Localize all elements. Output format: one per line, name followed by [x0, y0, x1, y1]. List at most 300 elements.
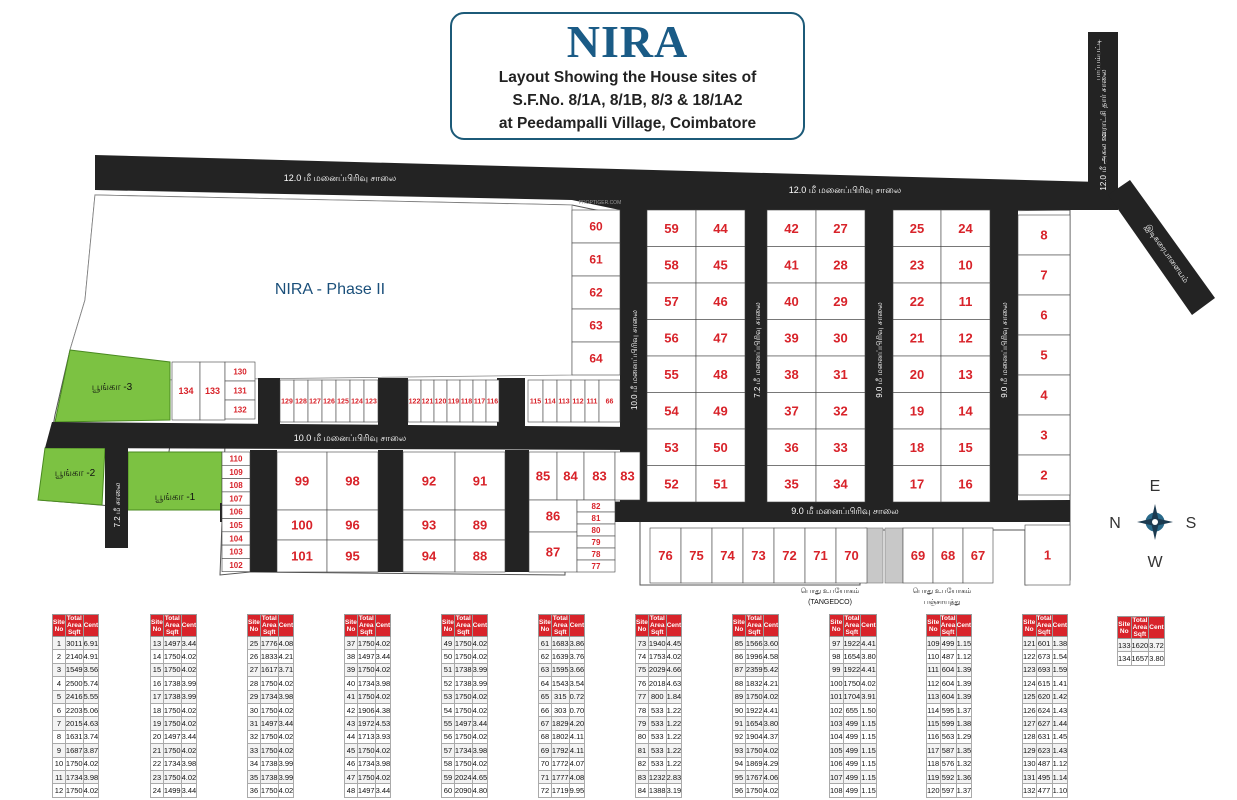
table-cell: 132: [1023, 784, 1037, 797]
table-cell: 94: [733, 757, 746, 770]
table-cell: 597: [940, 784, 956, 797]
table-header-cell: Total Area Sqft: [552, 615, 568, 636]
table-row: [53, 757, 99, 770]
table-row: [539, 677, 585, 690]
table-row: [248, 784, 294, 797]
table-cell: 1.37: [956, 784, 972, 797]
table-cell: 86: [733, 650, 746, 663]
table-row: [733, 637, 779, 650]
table-header-cell: Cent: [181, 615, 197, 637]
table-cell: 627: [1036, 717, 1052, 730]
table-cell: 3.98: [472, 744, 488, 757]
table-cell: 35: [248, 770, 261, 783]
table-cell: 91: [733, 717, 746, 730]
plot-number: 45: [713, 257, 728, 273]
table-cell: 100: [830, 677, 844, 690]
table-cell: 2500: [65, 677, 83, 690]
table-row: [442, 690, 488, 703]
plot-number: 14: [958, 403, 973, 419]
table-cell: 1704: [843, 690, 861, 703]
table-cell: 1734: [357, 757, 375, 770]
table-cell: 1738: [260, 770, 278, 783]
table-cell: 1750: [260, 677, 278, 690]
plot-number: 109: [229, 467, 243, 477]
table-row: [151, 637, 197, 650]
table-cell: 1.12: [956, 650, 972, 663]
table-cell: 4.65: [472, 770, 488, 783]
table-cell: 1750: [357, 770, 375, 783]
table-cell: 3.87: [83, 744, 99, 757]
plot-number: 94: [421, 548, 437, 564]
table-row: [53, 703, 99, 716]
table-cell: 4.02: [472, 637, 488, 650]
table-cell: 104: [830, 730, 844, 743]
table-cell: 38: [345, 650, 358, 663]
table-cell: 4.02: [375, 663, 391, 676]
plot-number: 82: [591, 501, 601, 511]
table-cell: 123: [1023, 663, 1037, 676]
table-cell: 2: [53, 650, 66, 663]
table-row: [345, 744, 391, 757]
table-header-cell: Cent: [569, 615, 585, 637]
compass: [1109, 478, 1196, 571]
table-cell: 4.02: [181, 744, 197, 757]
table-row: [830, 677, 877, 690]
table-cell: 4.11: [569, 744, 585, 757]
table-cell: 43: [345, 717, 358, 730]
table-row: [1118, 639, 1165, 652]
table-cell: 55: [442, 717, 455, 730]
table-row: [442, 770, 488, 783]
table-cell: 134: [1118, 652, 1132, 665]
table-cell: 18: [151, 703, 164, 716]
table-row: [733, 690, 779, 703]
table-cell: 93: [733, 744, 746, 757]
table-cell: 1750: [163, 744, 181, 757]
table-cell: 101: [830, 690, 844, 703]
table-cell: 13: [151, 637, 164, 650]
table-row: [539, 757, 585, 770]
table-cell: 4.02: [763, 784, 779, 797]
table-cell: 130: [1023, 757, 1037, 770]
table-cell: 3.98: [181, 757, 197, 770]
plot-number: 110: [229, 454, 243, 464]
table-row: [539, 770, 585, 783]
table-header-cell: Site No: [53, 615, 66, 637]
plot-number: 102: [229, 560, 243, 570]
table-cell: 6: [53, 703, 66, 716]
table-cell: 1.15: [861, 784, 877, 797]
table-cell: 14: [151, 650, 164, 663]
table-cell: 12: [53, 784, 66, 797]
plot-number: 120: [434, 398, 447, 406]
road-v6: [378, 450, 403, 572]
plot-number: 22: [909, 293, 925, 309]
table-header-cell: Site No: [733, 615, 746, 637]
table-cell: 4.02: [472, 757, 488, 770]
table-header-cell: Cent: [472, 615, 488, 637]
plot-number: 39: [784, 330, 799, 346]
table-cell: 73: [636, 637, 649, 650]
table-cell: 1734: [163, 757, 181, 770]
table-row: [539, 784, 585, 797]
table-cell: 2090: [454, 784, 472, 797]
table-cell: 4.02: [83, 784, 99, 797]
table-row: [636, 677, 682, 690]
table-cell: 26: [248, 650, 261, 663]
table-cell: 3.98: [375, 677, 391, 690]
table-cell: 4.02: [181, 663, 197, 676]
table-cell: 1922: [843, 637, 861, 650]
table-cell: 126: [1023, 703, 1037, 716]
plot-number: 70: [844, 548, 859, 564]
table-row: [1023, 637, 1068, 650]
plot-number: 5: [1040, 347, 1048, 363]
table-cell: 303: [551, 703, 569, 716]
table-cell: 105: [830, 744, 844, 757]
plot-number: 23: [909, 257, 925, 273]
table-cell: 4.02: [861, 677, 877, 690]
table-cell: 4.02: [181, 717, 197, 730]
table-cell: 79: [636, 717, 649, 730]
table-cell: 4.38: [375, 703, 391, 716]
table-row: [636, 770, 682, 783]
table-row: [442, 744, 488, 757]
table-cell: 4.02: [375, 744, 391, 757]
table-row: [248, 744, 294, 757]
site-table: [829, 614, 877, 798]
table-cell: 1750: [843, 677, 861, 690]
table-cell: 1.43: [1052, 703, 1068, 716]
table-cell: 54: [442, 703, 455, 716]
table-cell: 1.39: [956, 677, 972, 690]
table-header-cell: Cent: [956, 615, 972, 637]
plot-number: 114: [544, 398, 556, 406]
plot-number: 57: [664, 293, 679, 309]
table-cell: 1.36: [956, 770, 972, 783]
table-cell: 4.02: [278, 784, 294, 797]
site-table: [538, 614, 585, 798]
table-cell: 92: [733, 730, 746, 743]
plot-number: 37: [784, 403, 799, 419]
table-row: [733, 650, 779, 663]
table-row: [830, 717, 877, 730]
plot-number: 112: [572, 398, 584, 406]
table-row: [927, 677, 972, 690]
table-cell: 39: [345, 663, 358, 676]
table-cell: 1.15: [861, 717, 877, 730]
compass-e: E: [1149, 478, 1161, 495]
table-cell: 21: [151, 744, 164, 757]
table-cell: 1.29: [956, 730, 972, 743]
compass-n: N: [1109, 515, 1121, 532]
table-cell: 24: [151, 784, 164, 797]
table-cell: 1.38: [1052, 637, 1068, 650]
plot-number: 92: [421, 473, 437, 489]
table-cell: 75: [636, 663, 649, 676]
table-cell: 4.08: [278, 637, 294, 650]
plot-number: 66: [605, 398, 614, 406]
table-cell: 1.12: [1052, 757, 1068, 770]
plot-number: 122: [408, 398, 421, 406]
table-cell: 1617: [260, 663, 278, 676]
table-row: [345, 703, 391, 716]
plot-number: 56: [664, 330, 679, 346]
table-cell: 499: [843, 744, 861, 757]
table-cell: 4.02: [278, 730, 294, 743]
road-v4-label: 9.0 மீ மனைப்பிரிவு சாலை: [1000, 302, 1009, 398]
table-cell: 1750: [745, 690, 763, 703]
table-row: [442, 730, 488, 743]
table-row: [539, 730, 585, 743]
table-row: [442, 677, 488, 690]
table-row: [636, 730, 682, 743]
table-cell: 1.39: [956, 663, 972, 676]
table-cell: 1654: [745, 717, 763, 730]
plot-number: 54: [664, 403, 679, 419]
plot-number: 75: [689, 548, 704, 564]
table-row: [248, 690, 294, 703]
table-cell: 1683: [551, 637, 569, 650]
table-cell: 1719: [551, 784, 569, 797]
table-cell: 499: [843, 770, 861, 783]
plot-number: 1: [1043, 547, 1052, 563]
table-row: [442, 637, 488, 650]
plot-number: 115: [529, 398, 542, 406]
table-cell: 1.10: [1052, 784, 1068, 797]
table-cell: 477: [1036, 784, 1052, 797]
table-cell: 69: [539, 744, 552, 757]
table-cell: 499: [843, 717, 861, 730]
table-row: [248, 770, 294, 783]
table-cell: 1.37: [956, 703, 972, 716]
table-cell: 1750: [454, 637, 472, 650]
table-cell: 81: [636, 744, 649, 757]
plot-number: 79: [591, 537, 601, 547]
plot-number: 51: [713, 476, 728, 492]
table-header-cell: Site No: [927, 615, 941, 637]
table-cell: 97: [830, 637, 844, 650]
plot-number: 34: [833, 476, 848, 492]
table-cell: 8: [53, 730, 66, 743]
table-header-cell: Total Area Sqft: [66, 615, 82, 636]
road-mid-label: 10.0 மீ மனைப்பிரிவு சாலை: [293, 433, 407, 443]
table-cell: 499: [940, 637, 956, 650]
table-cell: 1734: [454, 744, 472, 757]
plot-number: 4: [1040, 387, 1048, 403]
plot-number: 49: [713, 403, 728, 419]
table-cell: 122: [1023, 650, 1037, 663]
table-cell: 3.44: [278, 717, 294, 730]
plot-number: 40: [784, 293, 799, 309]
table-cell: 1738: [163, 690, 181, 703]
phase2-label: NIRA - Phase II: [274, 281, 386, 298]
table-cell: 1.38: [956, 717, 972, 730]
table-row: [830, 744, 877, 757]
table-cell: 71: [539, 770, 552, 783]
table-cell: 1657: [1131, 652, 1149, 665]
table-cell: 3.44: [181, 730, 197, 743]
table-cell: 1750: [454, 703, 472, 716]
plot-number: 99: [294, 473, 310, 489]
public1-sub: (TANGEDCO): [808, 599, 852, 606]
table-row: [248, 650, 294, 663]
compass-s: S: [1185, 515, 1197, 532]
table-row: [248, 757, 294, 770]
plot-number: 129: [281, 398, 293, 406]
table-cell: 3.60: [763, 637, 779, 650]
table-cell: 3.99: [278, 770, 294, 783]
table-cell: 4.02: [472, 690, 488, 703]
table-cell: 1833: [260, 650, 278, 663]
table-cell: 1687: [65, 744, 83, 757]
table-cell: 3.71: [278, 663, 294, 676]
road-bottom-label: 9.0 மீ மனைப்பிரிவு சாலை: [791, 506, 899, 516]
table-cell: 1.41: [1052, 677, 1068, 690]
table-cell: 4.06: [763, 770, 779, 783]
table-cell: 80: [636, 730, 649, 743]
plot-number: 3: [1040, 427, 1048, 443]
plot-number: 20: [909, 366, 925, 382]
table-cell: 70: [539, 757, 552, 770]
table-cell: 23: [151, 770, 164, 783]
table-row: [53, 730, 99, 743]
table-row: [151, 770, 197, 783]
table-header-cell: Total Area Sqft: [164, 615, 180, 636]
table-cell: 4.66: [666, 663, 682, 676]
site-table: [1022, 614, 1068, 798]
table-row: [927, 744, 972, 757]
plot-number: 103: [229, 547, 243, 557]
table-cell: 88: [733, 677, 746, 690]
table-row: [539, 717, 585, 730]
table-cell: 108: [830, 784, 844, 797]
table-row: [927, 770, 972, 783]
plot-number: 38: [784, 366, 799, 382]
table-cell: 127: [1023, 717, 1037, 730]
table-cell: 1497: [454, 717, 472, 730]
table-cell: 44: [345, 730, 358, 743]
table-cell: 4.02: [375, 770, 391, 783]
table-cell: 1753: [648, 650, 666, 663]
table-cell: 32: [248, 730, 261, 743]
plot-number: 21: [909, 330, 925, 346]
plot-number: 134: [178, 386, 194, 397]
table-cell: 120: [927, 784, 941, 797]
table-cell: 1750: [163, 770, 181, 783]
table-row: [53, 717, 99, 730]
table-cell: 1.15: [956, 637, 972, 650]
plot-number: 2: [1040, 467, 1048, 483]
plot-number: 105: [229, 520, 243, 530]
table-cell: 36: [248, 784, 261, 797]
table-cell: 3.99: [181, 690, 197, 703]
table-cell: 111: [927, 663, 941, 676]
plot-number: 106: [229, 507, 243, 517]
table-cell: 1869: [745, 757, 763, 770]
table-cell: 5: [53, 690, 66, 703]
table-header-cell: Total Area Sqft: [649, 615, 665, 636]
table-cell: 0.72: [569, 690, 585, 703]
table-cell: 1750: [357, 637, 375, 650]
table-cell: 4.41: [763, 703, 779, 716]
site-table: [926, 614, 972, 798]
table-cell: 1497: [260, 717, 278, 730]
plot-number: 33: [833, 439, 848, 455]
table-cell: 1.43: [1052, 744, 1068, 757]
table-cell: 1734: [357, 677, 375, 690]
plot-number: 19: [909, 403, 925, 419]
plot-number: 71: [813, 548, 828, 564]
table-row: [53, 744, 99, 757]
table-cell: 30: [248, 703, 261, 716]
table-cell: 3.99: [278, 757, 294, 770]
table-row: [53, 770, 99, 783]
table-row: [151, 650, 197, 663]
title-box: [450, 12, 805, 140]
table-cell: 1906: [357, 703, 375, 716]
plot-number: 35: [784, 476, 799, 492]
table-row: [53, 663, 99, 676]
table-cell: 3.74: [83, 730, 99, 743]
plot-number: 10: [958, 257, 973, 273]
table-cell: 29: [248, 690, 261, 703]
table-row: [1023, 650, 1068, 663]
table-cell: 1750: [357, 744, 375, 757]
plot-number: 80: [591, 525, 601, 535]
table-cell: 3.54: [569, 677, 585, 690]
plot-number: 52: [664, 476, 679, 492]
table-cell: 499: [843, 730, 861, 743]
plot-number: 78: [591, 549, 601, 559]
table-cell: 604: [940, 677, 956, 690]
table-header-cell: Total Area Sqft: [455, 615, 471, 636]
plot-number: 47: [713, 330, 728, 346]
table-cell: 533: [648, 757, 666, 770]
table-cell: 1738: [454, 663, 472, 676]
table-row: [248, 677, 294, 690]
table-cell: 60: [442, 784, 455, 797]
table-header-cell: Site No: [830, 615, 844, 637]
table-header-cell: Total Area Sqft: [1036, 615, 1052, 636]
table-cell: 1631: [65, 730, 83, 743]
table-cell: 20: [151, 730, 164, 743]
table-row: [442, 703, 488, 716]
table-row: [345, 730, 391, 743]
table-header-cell: Cent: [1149, 617, 1165, 639]
table-cell: 1.22: [666, 703, 682, 716]
road-right-top-label: பாப்பம்பட்டி: [1095, 39, 1102, 81]
table-cell: 1497: [163, 637, 181, 650]
table-cell: 1.22: [666, 757, 682, 770]
table-cell: 50: [442, 650, 455, 663]
table-cell: 1.42: [1052, 690, 1068, 703]
park-2-label: பூங்கா -2: [54, 468, 96, 479]
site-table: [247, 614, 294, 798]
table-row: [151, 757, 197, 770]
plot-number: 32: [833, 403, 848, 419]
table-cell: 57: [442, 744, 455, 757]
subtitle-line-2: S.F.No. 8/1A, 8/1B, 8/3 & 18/1A2: [512, 92, 743, 109]
table-cell: 2203: [65, 703, 83, 716]
table-cell: 1750: [260, 784, 278, 797]
plot-number: 28: [833, 257, 848, 273]
table-cell: 4.45: [666, 637, 682, 650]
table-cell: 3.93: [375, 730, 391, 743]
table-cell: 117: [927, 744, 941, 757]
table-cell: 4.29: [763, 757, 779, 770]
table-cell: 1639: [551, 650, 569, 663]
